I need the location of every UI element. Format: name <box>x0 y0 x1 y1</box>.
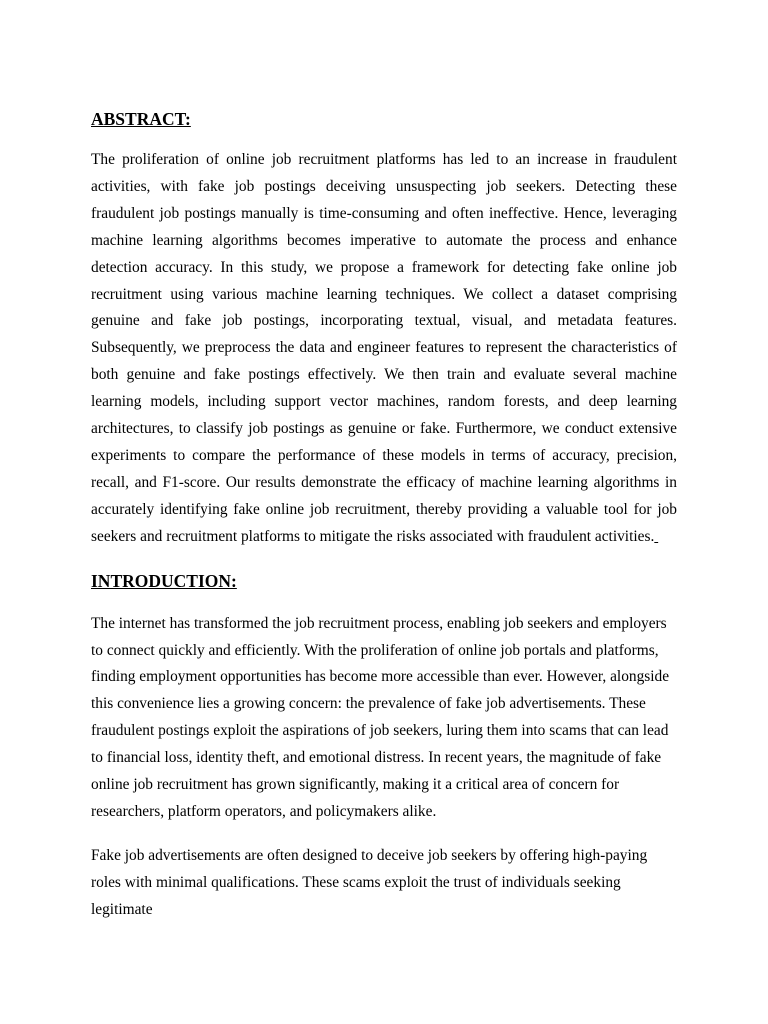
trailing-underline <box>654 528 658 545</box>
page-content <box>91 106 677 924</box>
introduction-heading: INTRODUCTION: <box>91 570 237 591</box>
introduction-paragraph-2: Fake job advertisements are often designed to deceive job seekers by offering high-paying roles with minimal qualifications. These scams exploit the trust of individuals seeking legitimate <box>91 846 648 918</box>
abstract-heading: ABSTRACT: <box>91 109 191 129</box>
abstract-paragraph <box>91 147 677 551</box>
introduction-paragraph-1: The internet has transformed the job recruitment process, enabling job seekers and employers to connect quickly and efficiently. With the proliferation of online job portals and platforms, finding employment opportunities has become more accessible than ever. However, alongside this convenience lies a growing concern: the prevalence of fake job advertisements. These fraudulent postings exploit the aspirations of job seekers, luring them into scams that can lead to financial loss, identity theft, and emotional distress. In recent years, the magnitude of fake online job recruitment has grown significantly, making it a critical area of concern for researchers, platform operators, and policymakers alike. <box>91 614 670 820</box>
abstract-text: The proliferation of online job recruitment platforms has led to an increase in fraudulent activities, with fake job postings deceiving unsuspecting job seekers. Detecting these fraudulent job postings manually is time-consuming and often ineffective. Hence, leveraging machine learning algorithms becomes imperative to automate the process and enhance detection accuracy. In this study, we propose a framework for detecting fake online job recruitment using various machine learning techniques. We collect a dataset comprising genuine and fake job postings, incorporating textual, visual, and metadata features. Subsequently, we preprocess the data and engineer features to represent the characteristics of both genuine and fake postings effectively. We then train and evaluate several machine learning models, including support vector machines, random forests, and deep learning architectures, to classify job postings as genuine or fake. Furthermore, we conduct extensive experiments to compare the performance of these models in terms of accuracy, precision, recall, and F1-score. Our results demonstrate the efficacy of machine learning algorithms in accurately identifying fake online job recruitment, thereby providing a valuable tool for job seekers and recruitment platforms to mitigate the risks associated with fraudulent activities. <box>91 151 677 545</box>
